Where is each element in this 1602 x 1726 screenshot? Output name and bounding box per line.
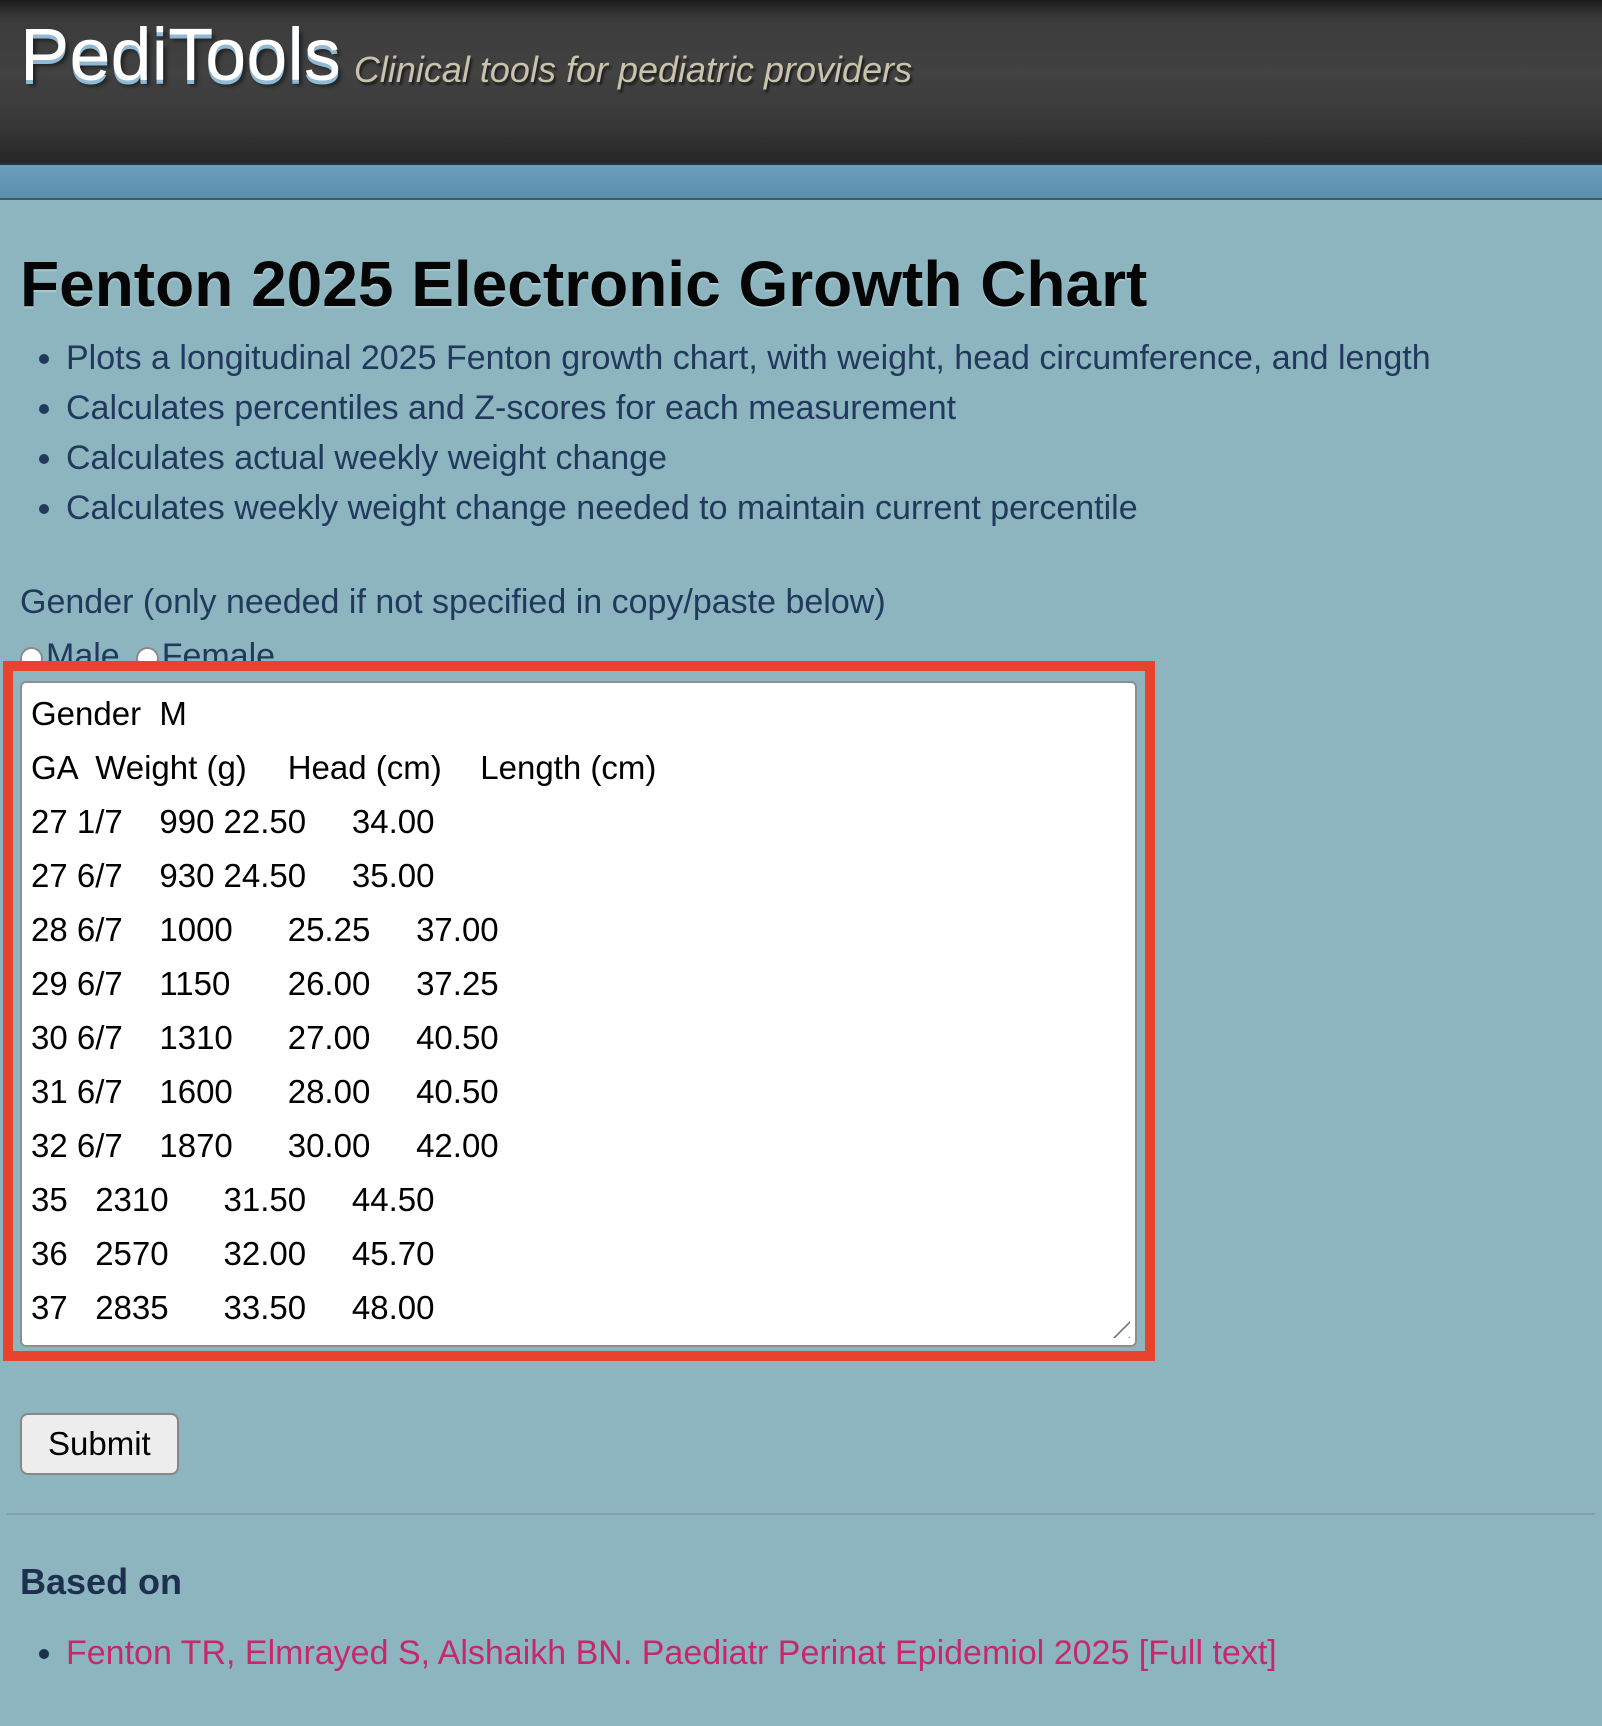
gender-label: Gender (only needed if not specified in copy/paste below) (20, 583, 886, 621)
submit-button[interactable]: Submit (20, 1413, 179, 1475)
reference-item (66, 1633, 1582, 1673)
feature-list (20, 340, 1582, 526)
peditools-logo[interactable]: PediTools (20, 13, 341, 96)
male-radio[interactable] (20, 647, 43, 670)
section-divider (7, 1513, 1595, 1515)
feature-item: • Calculates percentiles and Z-scores for each measurement (66, 390, 1582, 426)
feature-item: • Calculates weekly weight change needed to maintain current percentile (66, 490, 1582, 526)
male-radio-label[interactable]: Male (46, 636, 120, 675)
measurement-paste-textarea[interactable] (20, 681, 1137, 1347)
reference-link[interactable]: Fenton TR, Elmrayed S, Alshaikh BN. Paediatr Perinat Epidemiol 2025 [Full text] (66, 1634, 1277, 1672)
gender-radio-group (20, 638, 1582, 674)
feature-item: • Calculates actual weekly weight change (66, 440, 1582, 476)
site-header (0, 0, 1602, 163)
feature-item: • Plots a longitudinal 2025 Fenton growth chart, with weight, head circumference, and length (66, 340, 1582, 376)
reference-list (20, 1633, 1582, 1673)
measurement-textarea-wrap (20, 681, 1137, 1347)
site-tagline: Clinical tools for pediatric providers (353, 49, 913, 90)
main-content (0, 248, 1602, 1673)
submit-row (20, 1413, 1582, 1475)
based-on-heading: Based on (20, 1561, 183, 1602)
female-radio[interactable] (136, 647, 159, 670)
page-title: Fenton 2025 Electronic Growth Chart (20, 248, 1148, 320)
female-radio-label[interactable]: Female (161, 636, 276, 675)
nav-band (0, 163, 1602, 200)
